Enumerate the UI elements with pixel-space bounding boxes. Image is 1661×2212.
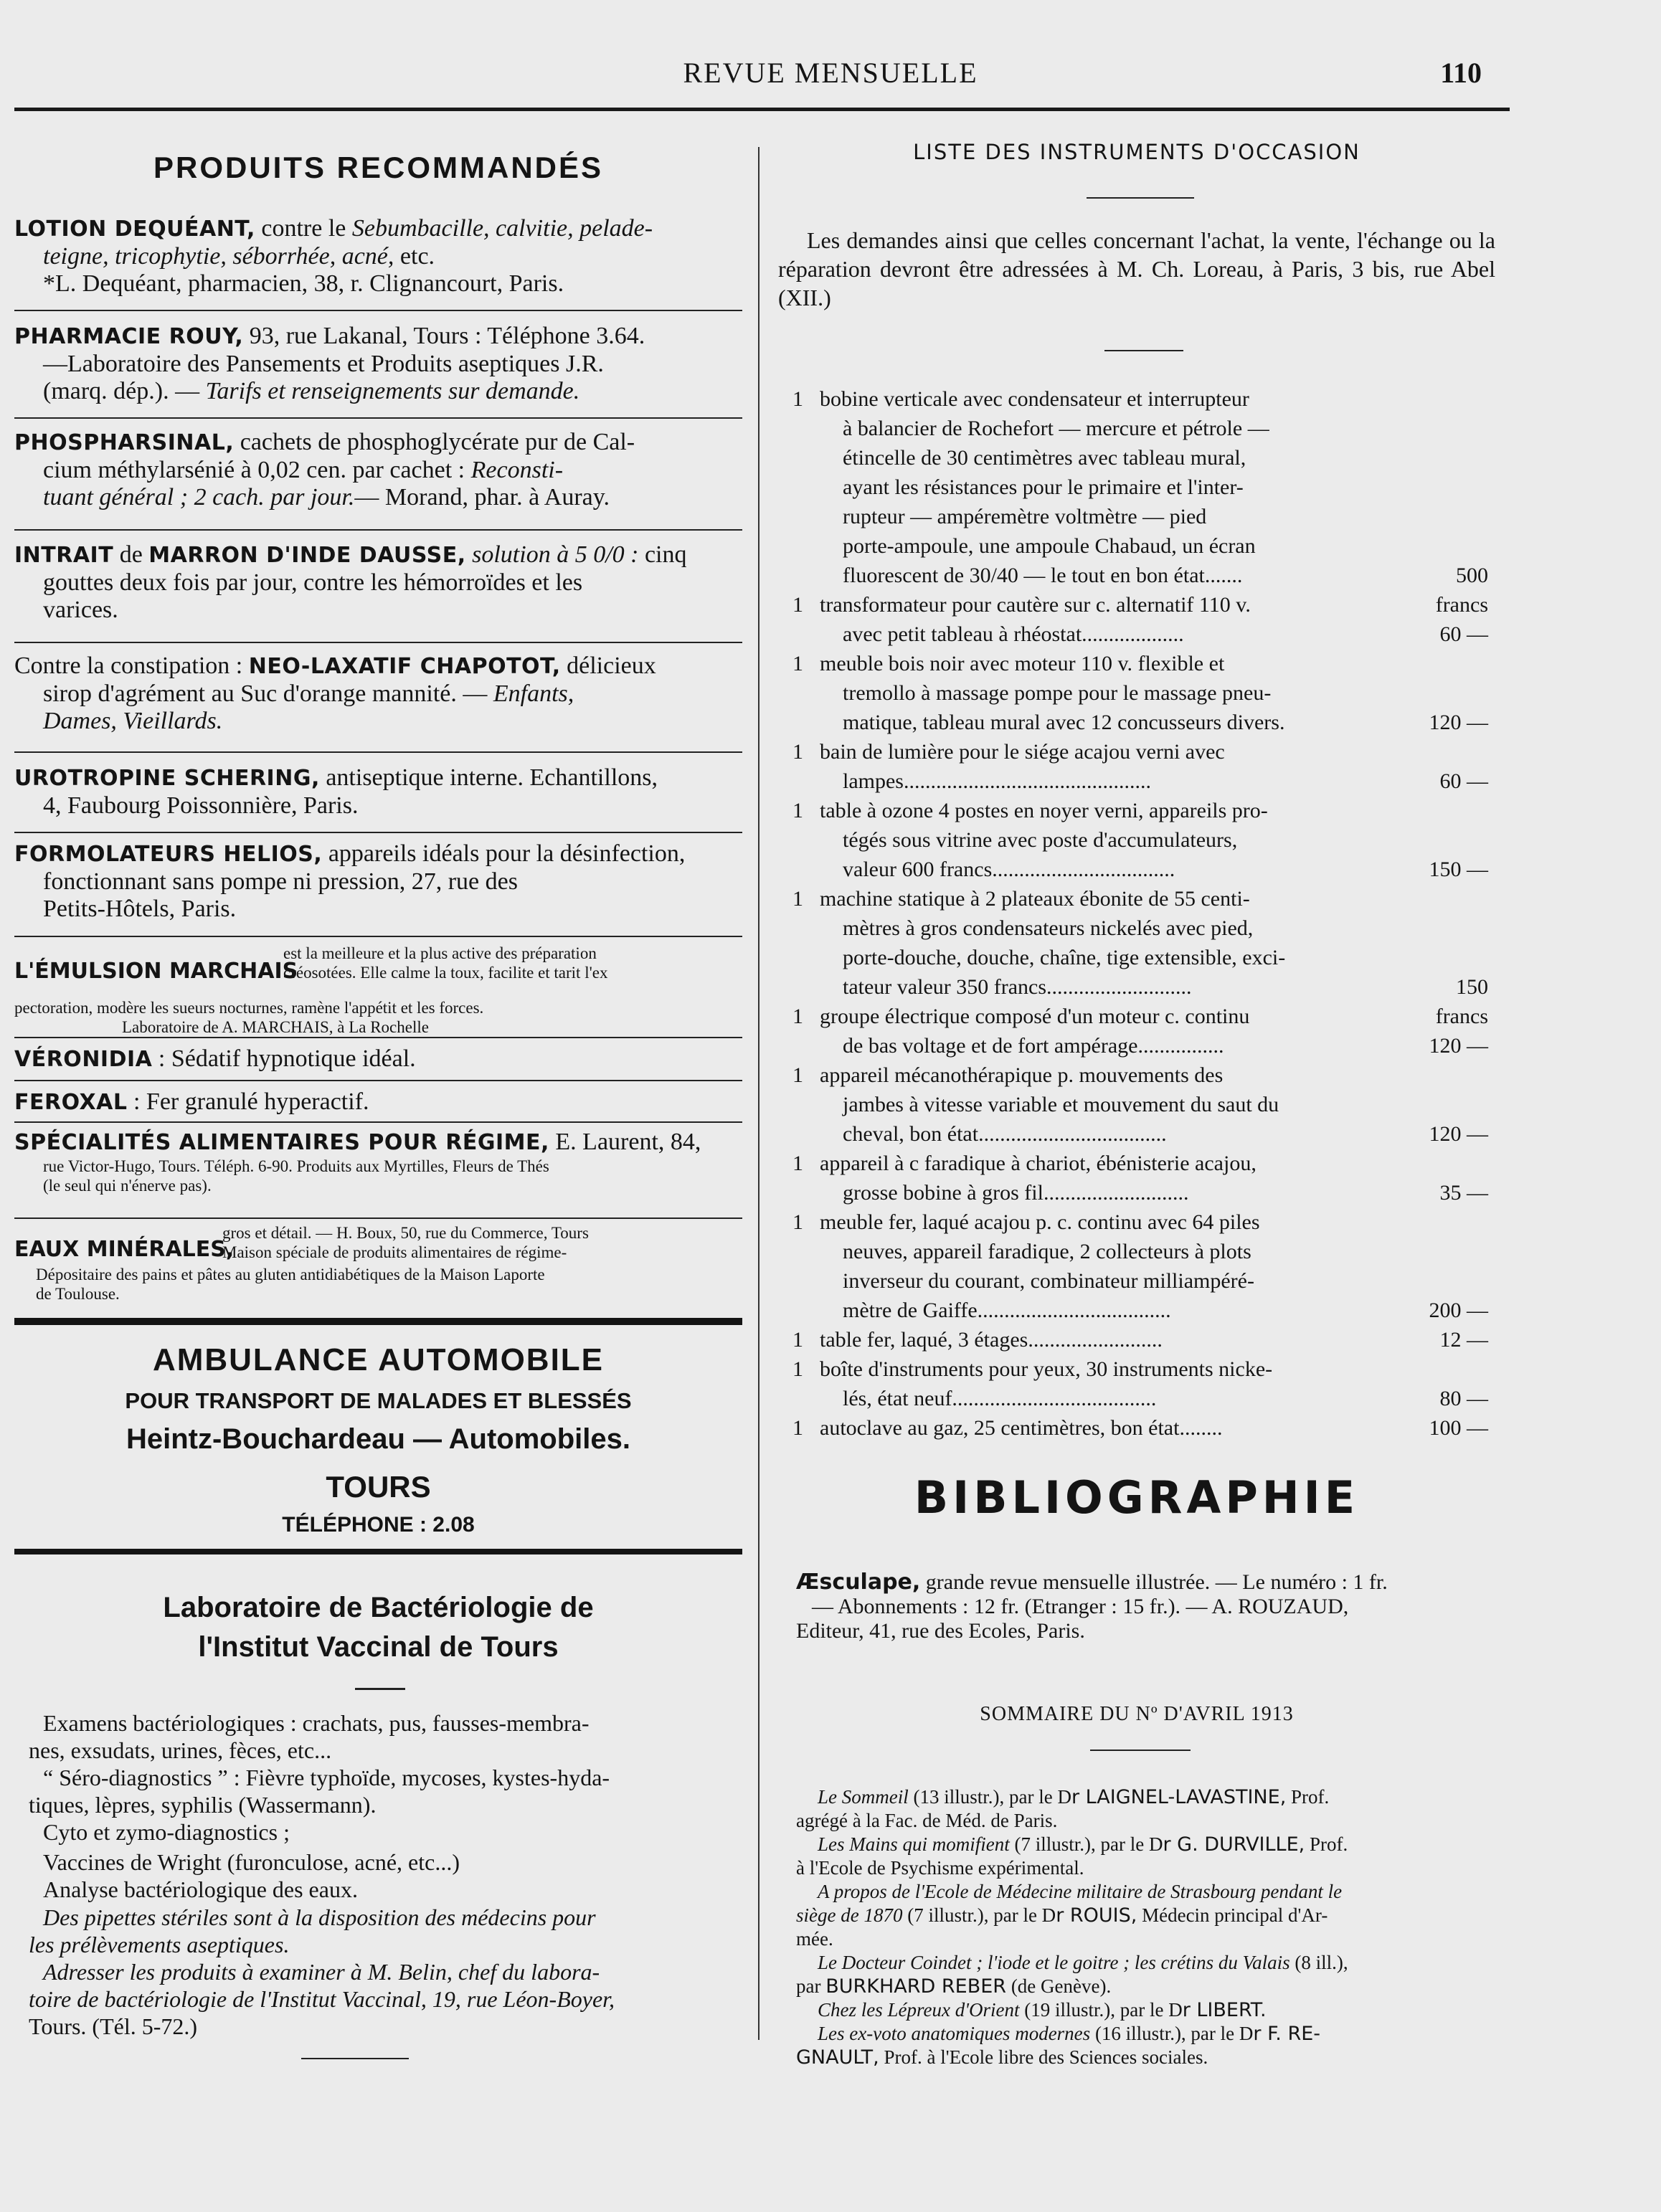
instrument-qty: 1 [792, 387, 803, 411]
sommaire-line [796, 1809, 1513, 1833]
instrument-line: de bas voltage et de fort ampérage................ [843, 1034, 1224, 1058]
instrument-description [820, 1413, 1437, 1443]
sommaire-text: agrégé à la Fac. de Méd. de Paris. [796, 1810, 1058, 1831]
sommaire-heading: SOMMAIRE DU Nº D'AVRIL 1913 [980, 1703, 1294, 1725]
instrument-line: valeur 600 francs.................................. [843, 858, 1175, 881]
instrument-price: 120 — [1429, 1034, 1488, 1058]
bibliographie-title: BIBLIOGRAPHIE [914, 1471, 1360, 1524]
instrument-price: 120 — [1429, 1122, 1488, 1146]
instrument-line: rupteur — ampéremètre voltmètre — pied [843, 505, 1207, 528]
article-title: Les ex-voto anatomiques modernes [818, 2023, 1091, 2044]
sommaire-text: par [796, 1975, 826, 1997]
instrument-line: à balancier de Rochefort — mercure et pétrole — [843, 417, 1269, 440]
sommaire-line [796, 2046, 1513, 2069]
instrument-line: cheval, bon état................................... [843, 1122, 1167, 1146]
instrument-qty: 1 [792, 1328, 803, 1352]
instrument-description [820, 384, 1437, 590]
instrument-line: lés, état neuf...................................... [843, 1387, 1157, 1410]
instrument-line: mètre de Gaiffe.................................... [843, 1299, 1171, 1322]
ad-eaux-minerales: EAUX MINÉRALES, gros et détail. — H. Boux, 50, rue du Commerce, Tours Maison spéciale de produits alimentaires de régime- Dépositaire des pains et pâtes au gluten antidiabétiques de la Maison Laporte de Toulouse. [14, 1224, 589, 1303]
divider-rule [14, 1217, 742, 1219]
sommaire-text: (7 illustr.), par le D [1009, 1833, 1163, 1855]
divider-rule [14, 529, 742, 531]
author-name: r G. DURVILLE, [1163, 1833, 1305, 1856]
instrument-description [820, 1354, 1437, 1413]
instrument-description [820, 884, 1437, 1002]
sommaire-text: mée. [796, 1928, 833, 1950]
ad-veronidia: VÉRONIDIA : Sédatif hypnotique idéal. [14, 1045, 416, 1072]
produits-title: PRODUITS RECOMMANDÉS [153, 151, 604, 184]
sommaire-text: Médecin principal d'Ar- [1137, 1904, 1328, 1926]
instrument-item [778, 1207, 1495, 1325]
page-number: 110 [1440, 57, 1482, 89]
instrument-item [778, 1002, 1495, 1060]
ad-neo-laxatif: Contre la constipation : NEO-LAXATIF CHAPOTOT, délicieux sirop d'agrément au Suc d'orange mannité. — Enfants, Dames, Vieillards. [14, 652, 656, 734]
article-title: Le Docteur Coindet ; l'iode et le goitre ; les crétins du Valais [818, 1952, 1290, 1973]
instrument-line: bain de lumière pour le siége acajou verni avec [820, 740, 1225, 764]
instrument-qty: 1 [792, 652, 803, 675]
article-title: Chez les Lépreux d'Orient [818, 1999, 1020, 2021]
instrument-qty: 1 [792, 1005, 803, 1028]
divider-rule [14, 642, 742, 643]
sommaire-text: (16 illustr.), par le D [1090, 2023, 1254, 2044]
instrument-description [820, 1060, 1437, 1149]
sommaire-line [796, 1785, 1535, 1809]
instrument-line: ayant les résistances pour le primaire et l'inter- [843, 475, 1244, 499]
instrument-line: tremollo à massage pompe pour le massage pneu- [843, 681, 1272, 705]
instrument-item [778, 649, 1495, 737]
ad-pharmacie-rouy: PHARMACIE ROUY, 93, rue Lakanal, Tours : Téléphone 3.64. —Laboratoire des Pansements et Produits aseptiques J.R. (marq. dép.). — Tarifs et renseignements sur demande. [14, 323, 645, 404]
sommaire-text: Prof. [1305, 1833, 1348, 1855]
author-name: r LAIGNEL-LAVASTINE, [1071, 1786, 1287, 1808]
author-name: r F. RE- [1253, 2023, 1321, 2045]
instrument-price: 120 — [1429, 711, 1488, 734]
lab-line: Des pipettes stériles sont à la disposition des médecins pour [43, 1904, 596, 1930]
thick-rule [14, 1549, 742, 1554]
instrument-line: étincelle de 30 centimètres avec tableau mural, [843, 446, 1246, 470]
aesculape-line: Editeur, 41, rue des Ecoles, Paris. [796, 1619, 1085, 1643]
instrument-item [778, 1325, 1495, 1354]
instrument-line: matique, tableau mural avec 12 concusseurs divers. [843, 711, 1285, 734]
instrument-line: mètres à gros condensateurs nickelés avec pied, [843, 916, 1254, 940]
aesculape-line: — Abonnements : 12 fr. (Etranger : 15 fr.). — A. ROUZAUD, [812, 1595, 1349, 1618]
instrument-description [820, 1002, 1437, 1060]
instruments-intro: Les demandes ainsi que celles concernant l'achat, la vente, l'échange ou la réparation devront être adressées à M. Ch. Loreau, à Paris, 3 bis, rue Abel (XII.) [778, 227, 1495, 310]
sommaire-text: (13 illustr.), par le D [908, 1786, 1071, 1808]
lab-line: Examens bactériologiques : crachats, pus, fausses-membra- [43, 1710, 590, 1736]
sommaire-line [796, 1927, 1513, 1951]
instrument-line: neuves, appareil faradique, 2 collecteurs à plots [843, 1240, 1251, 1263]
sommaire-line [796, 1904, 1513, 1927]
instrument-item [778, 590, 1495, 649]
instrument-item [778, 1413, 1495, 1443]
instrument-line: meuble bois noir avec moteur 110 v. flexible et [820, 652, 1225, 675]
instrument-line: appareil à c faradique à chariot, ébénisterie acajou, [820, 1152, 1257, 1175]
lab-line: Vaccines de Wright (furonculose, acné, etc...) [43, 1849, 460, 1875]
sommaire-line [796, 1833, 1535, 1856]
sommaire-text: (19 illustr.), par le D [1019, 1999, 1183, 2021]
instrument-line: jambes à vitesse variable et mouvement du saut du [843, 1093, 1279, 1116]
instrument-item [778, 737, 1495, 796]
divider-rule [14, 1037, 742, 1038]
divider-rule [14, 417, 742, 419]
instrument-description [820, 796, 1437, 884]
instrument-line: table fer, laqué, 3 étages......................... [820, 1328, 1163, 1352]
lab-line: Adresser les produits à examiner à M. Belin, chef du labora- [43, 1959, 600, 1985]
instrument-price: 60 — [1439, 769, 1488, 793]
lab-title-line1: Laboratoire de Bactériologie de [163, 1592, 594, 1623]
instrument-description [820, 1149, 1437, 1207]
ad-formolateurs: FORMOLATEURS HELIOS, appareils idéals pour la désinfection, fonctionnant sans pompe ni pression, 27, rue des Petits-Hôtels, Paris. [14, 840, 686, 922]
instrument-qty: 1 [792, 887, 803, 911]
instrument-description [820, 737, 1437, 796]
ad-intrait-marron: INTRAIT de MARRON D'INDE DAUSSE, solution à 5 0/0 : cinq gouttes deux fois par jour, contre les hémorroïdes et les varices. [14, 541, 687, 623]
ad-feroxal: FEROXAL : Fer granulé hyperactif. [14, 1088, 369, 1115]
instrument-line: meuble fer, laqué acajou p. c. continu avec 64 piles [820, 1210, 1260, 1234]
lab-line: toire de bactériologie de l'Institut Vaccinal, 19, rue Léon-Boyer, [29, 1986, 615, 2012]
ambulance-subtitle: POUR TRANSPORT DE MALADES ET BLESSÉS [125, 1388, 632, 1413]
author-name: r ROUIS, [1056, 1904, 1137, 1927]
instrument-line: bobine verticale avec condensateur et interrupteur [820, 387, 1249, 411]
instrument-line: lampes.............................................. [843, 769, 1151, 793]
instrument-item [778, 796, 1495, 884]
author-name: GNAULT, [796, 2046, 879, 2069]
sommaire-text: (7 illustr.), par le D [902, 1904, 1056, 1926]
sommaire-text: à l'Ecole de Psychisme expérimental. [796, 1857, 1084, 1879]
sommaire-line [796, 1998, 1535, 2022]
ad-phospharsinal: PHOSPHARSINAL, cachets de phosphoglycérate pur de Cal- cium méthylarsénié à 0,02 cen. par cachet : Reconsti- tuant général ; 2 cach. par jour.— Morand, phar. à Auray. [14, 429, 635, 511]
instrument-price: 80 — [1439, 1387, 1488, 1410]
divider-rule [14, 832, 742, 833]
instrument-price: 35 — [1439, 1181, 1488, 1205]
article-title: A propos de l'Ecole de Médecine militaire de Strasbourg pendant le [818, 1881, 1343, 1902]
divider-rule [14, 1080, 742, 1081]
instrument-description [820, 1207, 1437, 1325]
sommaire-line [796, 1951, 1535, 1975]
ambulance-city: TOURS [326, 1470, 431, 1504]
instrument-line: autoclave au gaz, 25 centimètres, bon état........ [820, 1416, 1223, 1440]
instrument-qty: 1 [792, 1152, 803, 1175]
sommaire-text: (de Genève). [1006, 1975, 1112, 1997]
lab-title-line2: l'Institut Vaccinal de Tours [198, 1631, 559, 1663]
column-divider [758, 147, 759, 2040]
instrument-price: 150 — [1429, 858, 1488, 881]
instrument-qty: 1 [792, 1416, 803, 1440]
sommaire-text: Prof. à l'Ecole libre des Sciences sociales. [879, 2046, 1208, 2068]
lab-line: Analyse bactériologique des eaux. [43, 1876, 358, 1902]
instrument-description [820, 649, 1437, 737]
short-rule [355, 1688, 405, 1690]
instrument-price: 150 francs [1435, 975, 1488, 1028]
instrument-line: tégés sous vitrine avec poste d'accumulateurs, [843, 828, 1238, 852]
lab-line: nes, exsudats, urines, fèces, etc... [29, 1737, 332, 1763]
divider-rule [14, 751, 742, 753]
instrument-item [778, 1354, 1495, 1413]
instrument-qty: 1 [792, 1063, 803, 1087]
instrument-line: machine statique à 2 plateaux ébonite de 55 centi- [820, 887, 1250, 911]
instrument-line: table à ozone 4 postes en noyer verni, appareils pro- [820, 799, 1268, 822]
instrument-qty: 1 [792, 1357, 803, 1381]
instrument-line: boîte d'instruments pour yeux, 30 instruments nicke- [820, 1357, 1273, 1381]
instrument-line: inverseur du courant, combinateur milliampéré- [843, 1269, 1254, 1293]
instrument-price: 500 francs [1435, 564, 1488, 617]
short-rule [1090, 1750, 1191, 1751]
instrument-item [778, 1060, 1495, 1149]
instrument-line: fluorescent de 30/40 — le tout en bon état....... [843, 564, 1243, 587]
thick-rule [14, 1318, 742, 1325]
aesculape-line: Æsculape, grande revue mensuelle illustrée. — Le numéro : 1 fr. [796, 1570, 1388, 1595]
lab-line: tiques, lèpres, syphilis (Wassermann). [29, 1792, 377, 1818]
lab-line: Cyto et zymo-diagnostics ; [43, 1819, 290, 1845]
divider-rule [14, 1121, 742, 1123]
instrument-qty: 1 [792, 1210, 803, 1234]
short-rule [1104, 350, 1183, 351]
lab-line: “ Séro-diagnostics ” : Fièvre typhoïde, mycoses, kystes-hyda- [43, 1765, 610, 1790]
article-title: Les Mains qui momifient [818, 1833, 1010, 1855]
ad-lotion-dequeant: LOTION DEQUÉANT, contre le Sebumbacille, calvitie, pelade- teigne, tricophytie, séborrhée, acné, etc. *L. Dequéant, pharmacien, 38, r. Clignancourt, Paris. [14, 215, 653, 297]
short-rule [301, 2058, 409, 2059]
instrument-description [820, 1325, 1437, 1354]
ambulance-company: Heintz-Bouchardeau — Automobiles. [126, 1423, 630, 1455]
instrument-line: avec petit tableau à rhéostat................... [843, 622, 1184, 646]
instrument-line: transformateur pour cautère sur c. alternatif 110 v. [820, 593, 1251, 617]
instrument-line: groupe électrique composé d'un moteur c. continu [820, 1005, 1250, 1028]
lab-line: les prélèvements aseptiques. [29, 1932, 290, 1957]
instruments-title: LISTE DES INSTRUMENTS D'OCCASION [913, 140, 1360, 164]
running-head: REVUE MENSUELLE [683, 57, 978, 89]
sommaire-line [796, 1975, 1513, 1998]
header-rule [14, 108, 1510, 111]
ad-urotropine: UROTROPINE SCHERING, antiseptique interne. Echantillons, 4, Faubourg Poissonnière, Paris. [14, 764, 658, 819]
divider-rule [14, 936, 742, 937]
author-name: r LIBERT. [1182, 1999, 1267, 2021]
sommaire-text: Prof. [1286, 1786, 1330, 1808]
instrument-price: 200 — [1429, 1299, 1488, 1322]
ambulance-title: AMBULANCE AUTOMOBILE [152, 1342, 605, 1377]
instrument-line: porte-ampoule, une ampoule Chabaud, un écran [843, 534, 1256, 558]
ad-emulsion-marchais: L'ÉMULSION MARCHAIS est la meilleure et la plus active des préparation créosotées. Elle calme la toux, facilite et tarit l'ex pectoration, modère les sueurs nocturnes, ramène l'appétit et les forces. Laboratoire de A. MARCHAIS, à La Rochelle [14, 944, 608, 1036]
instrument-line: grosse bobine à gros fil........................... [843, 1181, 1189, 1205]
instrument-qty: 1 [792, 593, 803, 617]
divider-rule [14, 310, 742, 311]
instrument-price: 12 — [1439, 1328, 1488, 1352]
article-title: siège de 1870 [796, 1904, 903, 1926]
instrument-qty: 1 [792, 740, 803, 764]
short-rule [1087, 197, 1194, 199]
sommaire-line [796, 2022, 1535, 2046]
article-title: Le Sommeil [818, 1786, 909, 1808]
instrument-line: appareil mécanothérapique p. mouvements des [820, 1063, 1224, 1087]
instrument-qty: 1 [792, 799, 803, 822]
sommaire-line [796, 1880, 1535, 1904]
ad-specialites: SPÉCIALITÉS ALIMENTAIRES POUR RÉGIME, E. Laurent, 84, rue Victor-Hugo, Tours. Téléph. 6-90. Produits aux Myrtilles, Fleurs de Thés (le seul qui n'énerve pas). [14, 1129, 701, 1195]
instrument-line: tateur valeur 350 francs........................... [843, 975, 1192, 999]
instrument-price: 100 — [1429, 1416, 1488, 1440]
author-name: BURKHARD REBER [825, 1975, 1007, 1998]
instrument-item [778, 1149, 1495, 1207]
ambulance-phone: TÉLÉPHONE : 2.08 [282, 1513, 475, 1537]
instrument-price: 60 — [1439, 622, 1488, 646]
lab-line: Tours. (Tél. 5-72.) [29, 2013, 198, 2039]
instrument-line: porte-douche, douche, chaîne, tige extensible, exci- [843, 946, 1286, 969]
instrument-description [820, 590, 1437, 649]
sommaire-text: (8 ill.), [1289, 1952, 1348, 1973]
sommaire-line [796, 1856, 1513, 1880]
